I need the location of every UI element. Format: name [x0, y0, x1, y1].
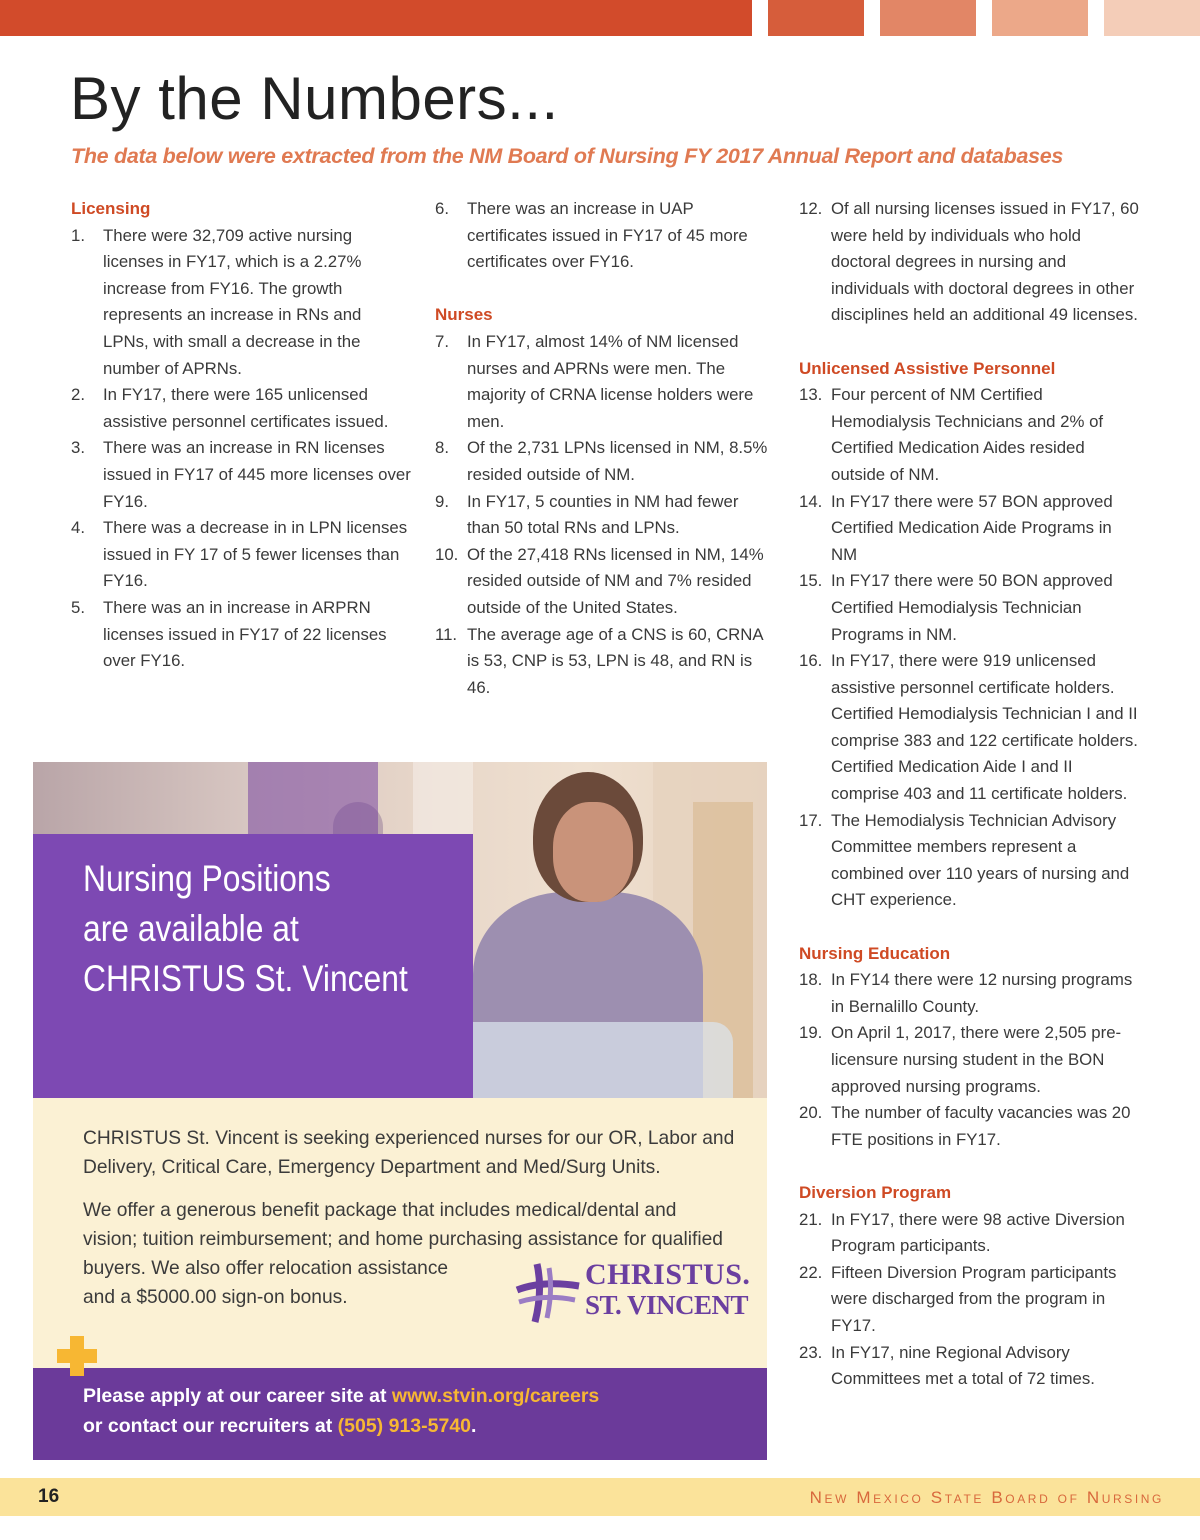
item-text: The average age of a CNS is 60, CRNA is 53, CNP is 53, LPN is 48, and RN is 46. [467, 624, 763, 697]
list-item [799, 489, 1139, 569]
item-number: 4. [71, 518, 85, 538]
item-text: In FY14 there were 12 nursing programs in Bernalillo County. [831, 970, 1133, 1016]
item-number: 17. [799, 810, 823, 830]
list-item [435, 435, 775, 488]
ad-paragraph-1: CHRISTUS St. Vincent is seeking experienced nurses for our OR, Labor and Delivery, Critical Care, Emergency Department and Med/Surg Units. [83, 1128, 735, 1178]
list-item [799, 382, 1139, 488]
item-number: 18. [799, 970, 823, 990]
christus-logo [513, 1252, 751, 1332]
item-number: 7. [435, 331, 449, 351]
christus-advertisement [33, 762, 767, 1460]
list-item [799, 808, 1139, 914]
top-bar-2 [768, 0, 864, 36]
item-number: 3. [71, 438, 85, 458]
item-number: 2. [71, 385, 85, 405]
item-text: In FY17 there were 50 BON approved Certified Hemodialysis Technician Programs in NM. [831, 571, 1113, 644]
ad-paragraph-2-line-3: buyers. We also offer relocation assistance [83, 1258, 449, 1279]
plus-icon [57, 1336, 97, 1376]
item-number: 20. [799, 1103, 823, 1123]
item-text: There was an increase in UAP certificates issued in FY17 of 45 more certificates over FY16. [467, 199, 748, 272]
item-number: 8. [435, 438, 449, 458]
item-text: Fifteen Diversion Program participants were discharged from the program in FY17. [831, 1262, 1117, 1335]
item-text: In FY17 there were 57 BON approved Certified Medication Aide Programs in NM [831, 491, 1113, 564]
logo-line-1: CHRISTUS. [585, 1258, 751, 1291]
ad-paragraph-2-line-4: and a $5000.00 sign-on bonus. [83, 1287, 348, 1308]
item-text: There was a decrease in in LPN licenses issued in FY 17 of 5 fewer licenses than FY16. [103, 518, 408, 591]
list-item [435, 622, 775, 702]
logo-line-2: ST. VINCENT [585, 1290, 749, 1320]
page-number: 16 [38, 1486, 60, 1507]
item-text: The number of faculty vacancies was 20 FTE positions in FY17. [831, 1103, 1131, 1149]
item-number: 13. [799, 385, 823, 405]
column-1 [71, 196, 411, 675]
item-text: In FY17, nine Regional Advisory Committees met a total of 72 times. [831, 1342, 1095, 1389]
top-bar-5 [1104, 0, 1200, 36]
list-item [435, 329, 775, 435]
list-item [71, 515, 411, 595]
ad-headline-line-2: are available at [83, 908, 299, 949]
ad-headline [83, 854, 427, 1004]
item-text: There were 32,709 active nursing licenses in FY17, which is a 2.27% increase from FY16. The growth represents an increase in RNs and LPNs, with small a decrease in the number of APRNs. [103, 225, 362, 378]
section-heading-education: Nursing Education [799, 943, 951, 963]
ad-paragraph-2-line-2: vision; tuition reimbursement; and home purchasing assistance for qualified [83, 1229, 723, 1250]
christus-cross-icon [513, 1260, 583, 1326]
item-number: 11. [435, 624, 458, 644]
top-bar-4 [992, 0, 1088, 36]
list-item [435, 196, 775, 276]
item-text: The Hemodialysis Technician Advisory Committee members represent a combined over 110 years of nursing and CHT experience. [831, 810, 1130, 910]
item-text: There was an increase in RN licenses issued in FY17 of 445 more licenses over FY16. [103, 438, 411, 511]
section-heading-diversion: Diversion Program [799, 1182, 952, 1202]
item-number: 21. [799, 1209, 823, 1229]
list-item [435, 489, 775, 542]
item-number: 15. [799, 571, 823, 591]
ad-headline-line-3: CHRISTUS St. Vincent [83, 958, 408, 999]
list-item [71, 382, 411, 435]
list-item [799, 568, 1139, 648]
top-color-bars [0, 0, 1200, 36]
section-heading-licensing: Licensing [71, 199, 151, 218]
footer-organization: New Mexico State Board of Nursing [809, 1488, 1164, 1507]
item-number: 23. [799, 1342, 823, 1362]
list-item [71, 595, 411, 675]
item-text: Of all nursing licenses issued in FY17, 60 were held by individuals who hold doctoral degrees in nursing and individuals with doctoral degrees in other disciplines held an additional 49 licenses. [831, 199, 1139, 325]
page-subtitle: The data below were extracted from the NM Board of Nursing FY 2017 Annual Report and databases [71, 144, 1064, 168]
item-number: 10. [435, 544, 459, 564]
item-text: Of the 27,418 RNs licensed in NM, 14% resided outside of NM and 7% resided outside of the United States. [467, 544, 764, 617]
item-number: 16. [799, 651, 823, 671]
ad-footer-contact: or contact our recruiters at [83, 1415, 338, 1437]
item-number: 5. [71, 597, 85, 617]
item-text: In FY17, there were 919 unlicensed assistive personnel certificate holders. Certified Hemodialysis Technician I and II comprise 383 and 122 certificate holders. Certified Medication Aide I and II comprise 403 and 11 certificate holders. [831, 651, 1138, 804]
list-item [799, 1207, 1139, 1260]
item-number: 6. [435, 199, 449, 218]
list-item [71, 435, 411, 515]
column-2 [435, 196, 775, 701]
list-item [799, 1100, 1139, 1153]
item-text: Four percent of NM Certified Hemodialysis Technicians and 2% of Certified Medication Aides resided outside of NM. [831, 385, 1104, 484]
list-item [799, 196, 1139, 329]
item-number: 22. [799, 1262, 823, 1282]
section-heading-uap: Unlicensed Assistive Personnel [799, 358, 1056, 378]
list-item [71, 223, 411, 383]
section-heading-nurses: Nurses [435, 305, 493, 325]
item-number: 12. [799, 199, 823, 218]
item-text: In FY17, there were 98 active Diversion Program participants. [831, 1209, 1125, 1256]
item-text: In FY17, there were 165 unlicensed assistive personnel certificates issued. [103, 385, 389, 431]
list-item [799, 1260, 1139, 1340]
item-text: Of the 2,731 LPNs licensed in NM, 8.5% resided outside of NM. [467, 438, 768, 484]
page-title: By the Numbers... [70, 65, 559, 132]
ad-headline-line-1: Nursing Positions [83, 858, 331, 899]
item-text: There was an in increase in ARPRN licenses issued in FY17 of 22 licenses over FY16. [103, 597, 387, 671]
list-item [799, 967, 1139, 1020]
item-text: In FY17, 5 counties in NM had fewer than 50 total RNs and LPNs. [467, 491, 739, 538]
ad-footer-period: . [471, 1415, 477, 1437]
ad-footer-apply: Please apply at our career site at [83, 1385, 392, 1407]
item-text: In FY17, almost 14% of NM licensed nurses and APRNs were men. The majority of CRNA license holders were men. [467, 331, 754, 431]
top-bar-3 [880, 0, 976, 36]
list-item [799, 1020, 1139, 1100]
recruiter-phone: (505) 913-5740 [337, 1415, 472, 1437]
list-item [799, 1340, 1139, 1393]
column-3 [799, 196, 1139, 1393]
item-number: 19. [799, 1023, 823, 1043]
item-number: 9. [435, 491, 449, 511]
item-number: 14. [799, 491, 823, 511]
ad-footer-text [83, 1381, 763, 1441]
career-site-link[interactable]: www.stvin.org/careers [391, 1385, 600, 1407]
item-number: 1. [71, 225, 85, 245]
top-bar-1 [0, 0, 752, 36]
item-text: On April 1, 2017, there were 2,505 pre-licensure nursing student in the BON approved nursing programs. [831, 1023, 1122, 1096]
list-item [799, 648, 1139, 808]
list-item [435, 542, 775, 622]
ad-paragraph-2-line-1: We offer a generous benefit package that includes medical/dental and [83, 1200, 677, 1221]
